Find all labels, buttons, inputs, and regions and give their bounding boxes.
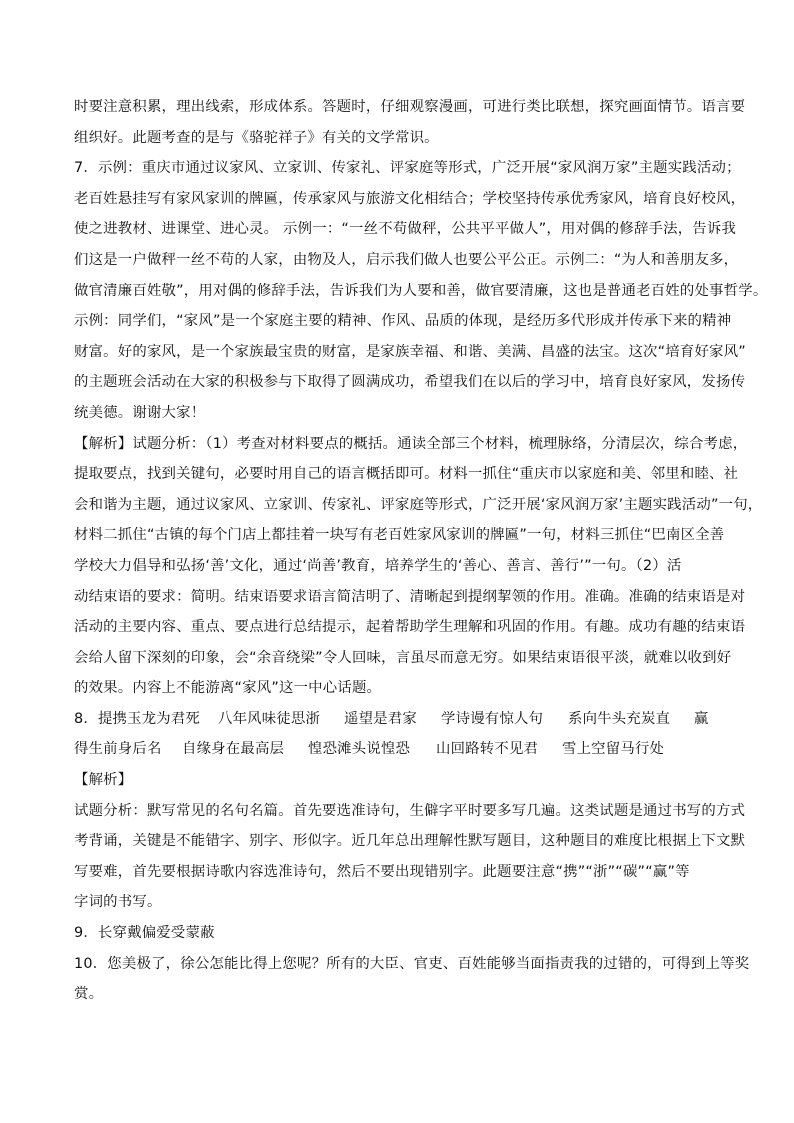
text-line: 时要注意积累，理出线索，形成体系。答题时，仔细观察漫画，可进行类比联想，探究画面情节。语言要 xyxy=(74,99,746,115)
text-line: 的主题班会活动在大家的积极参与下取得了圆满成功，希望我们在以后的学习中，培育良好家风，发扬传 xyxy=(74,374,746,391)
poem-line: 山回路转不见君 xyxy=(436,741,539,758)
text-line: 字词的书写。 xyxy=(74,894,162,911)
poem-line: 遥望是君家 xyxy=(344,710,417,727)
text-line: 做官清廉百姓敬”，用对偶的修辞手法，告诉我们为人要和善，做官要清廉，这也是普通老百姓的处事哲学。 xyxy=(74,282,768,299)
text-line: 会和谐为主题，通过议家风、立家训、传家礼、评家庭等形式，广泛开展‘家风润万家’主题实践活动”一句， xyxy=(74,496,763,513)
poem-line: 八年风味徒思浙 xyxy=(218,710,321,727)
poem-line: 惶恐滩头说惶恐 xyxy=(308,741,411,758)
q8-answer-row xyxy=(74,704,724,735)
text-line: 老百姓悬挂写有家风家训的牌匾，传承家风与旅游文化相结合；学校坚持传承优秀家风，培育良好校风， xyxy=(74,190,746,207)
text-line: 示例：同学们，“家风”是一个家庭主要的精神、作风、品质的体现，是经历多代形成并传承下来的精神 xyxy=(74,313,732,330)
text-line: 【解析】试题分析：（1）考查对材料要点的概括。通读全部三个材料，梳理脉络，分清层次，综合考虑， xyxy=(74,435,748,452)
text-line: 活动的主要内容、重点、要点进行总结提示，起着帮助学生理解和巩固的作用。有趣。成功有趣的结束语 xyxy=(74,619,746,636)
text-line: 们这是一户做秤一丝不苟的人家，由物及人，启示我们做人也要公平公正。示例二：“为人和善朋友多， xyxy=(74,251,739,268)
q10-answer: 10．您美极了，徐公怎能比得上您呢？所有的大臣、官吏、百姓能够当面指责我的过错的，可得到上等奖 xyxy=(74,955,750,972)
text-line: 7．示例：重庆市通过议家风、立家训、传家礼、评家庭等形式，广泛开展“家风润万家”主题实践活动； xyxy=(74,160,741,177)
q9-answer: 9．长穿戴偏爱受蒙蔽 xyxy=(74,925,215,942)
text-line: 的效果。内容上不能游离“家风”这一中心话题。 xyxy=(74,680,382,697)
poem-line: 得生前身后名 xyxy=(74,741,162,758)
poem-line: 学诗谩有惊人句 xyxy=(441,710,544,727)
text-line: 统美德。谢谢大家！ xyxy=(74,404,206,421)
text-line: 组织好。此题考查的是与《骆驼祥子》有关的文学常识。 xyxy=(74,129,439,146)
analysis-heading: 【解析】 xyxy=(74,772,133,789)
text-line: 会给人留下深刻的印象，会“余音绕梁”令人回味，言虽尽而意无穷。如果结束语很平淡，就难以收到好 xyxy=(74,649,732,666)
q8-answer-row xyxy=(74,734,724,765)
q10-answer: 赏。 xyxy=(74,986,104,1003)
poem-line: 系向牛头充炭直 xyxy=(568,710,671,727)
poem-line: 8．提携玉龙为君死 xyxy=(74,710,201,727)
text-line: 财富。好的家风，是一个家族最宝贵的财富，是家族幸福、和谐、美满、昌盛的法宝。这次“培育好家风” xyxy=(74,343,746,360)
text-line: 试题分析：默写常见的名句名篇。首先要选准诗句，生僻字平时要多写几遍。这类试题是通过书写的方式 xyxy=(74,802,746,819)
text-line: 学校大力倡导和弘扬‘善’文化，通过‘尚善’教育，培养学生的‘善心、善言、善行’”一句。（2）活 xyxy=(74,557,682,574)
text-line: 使之进教材、进课堂、进心灵。 示例一：“一丝不苟做秤，公共平平做人”，用对偶的修辞手法，告诉我 xyxy=(74,221,737,238)
poem-line: 雪上空留马行处 xyxy=(562,741,665,758)
text-line: 提取要点，找到关键句，必要时用自己的语言概括即可。材料一抓住“重庆市以家庭和美、邻里和睦、社 xyxy=(74,466,739,483)
text-line: 考背诵，关键是不能错字、别字、形似字。近几年总出理解性默写题目，这种题目的难度比根据上下文默 xyxy=(74,833,746,850)
text-line: 材料二抓住“古镇的每个门店上都挂着一块写有老百姓家风家训的牌匾”一句，材料三抓住“巴南区全善 xyxy=(74,527,725,544)
text-line: 写要难，首先要根据诗歌内容选准诗句，然后不要出现错别字。此题要注意“携”“浙”“碳”“赢”等 xyxy=(74,863,690,880)
poem-line: 赢 xyxy=(694,710,709,727)
document-body xyxy=(74,92,768,1010)
poem-line: 自缘身在最高层 xyxy=(182,741,285,758)
text-line: 动结束语的要求：简明。结束语要求语言简洁明了、清晰起到提纲挈领的作用。准确。准确的结束语是对 xyxy=(74,588,746,605)
